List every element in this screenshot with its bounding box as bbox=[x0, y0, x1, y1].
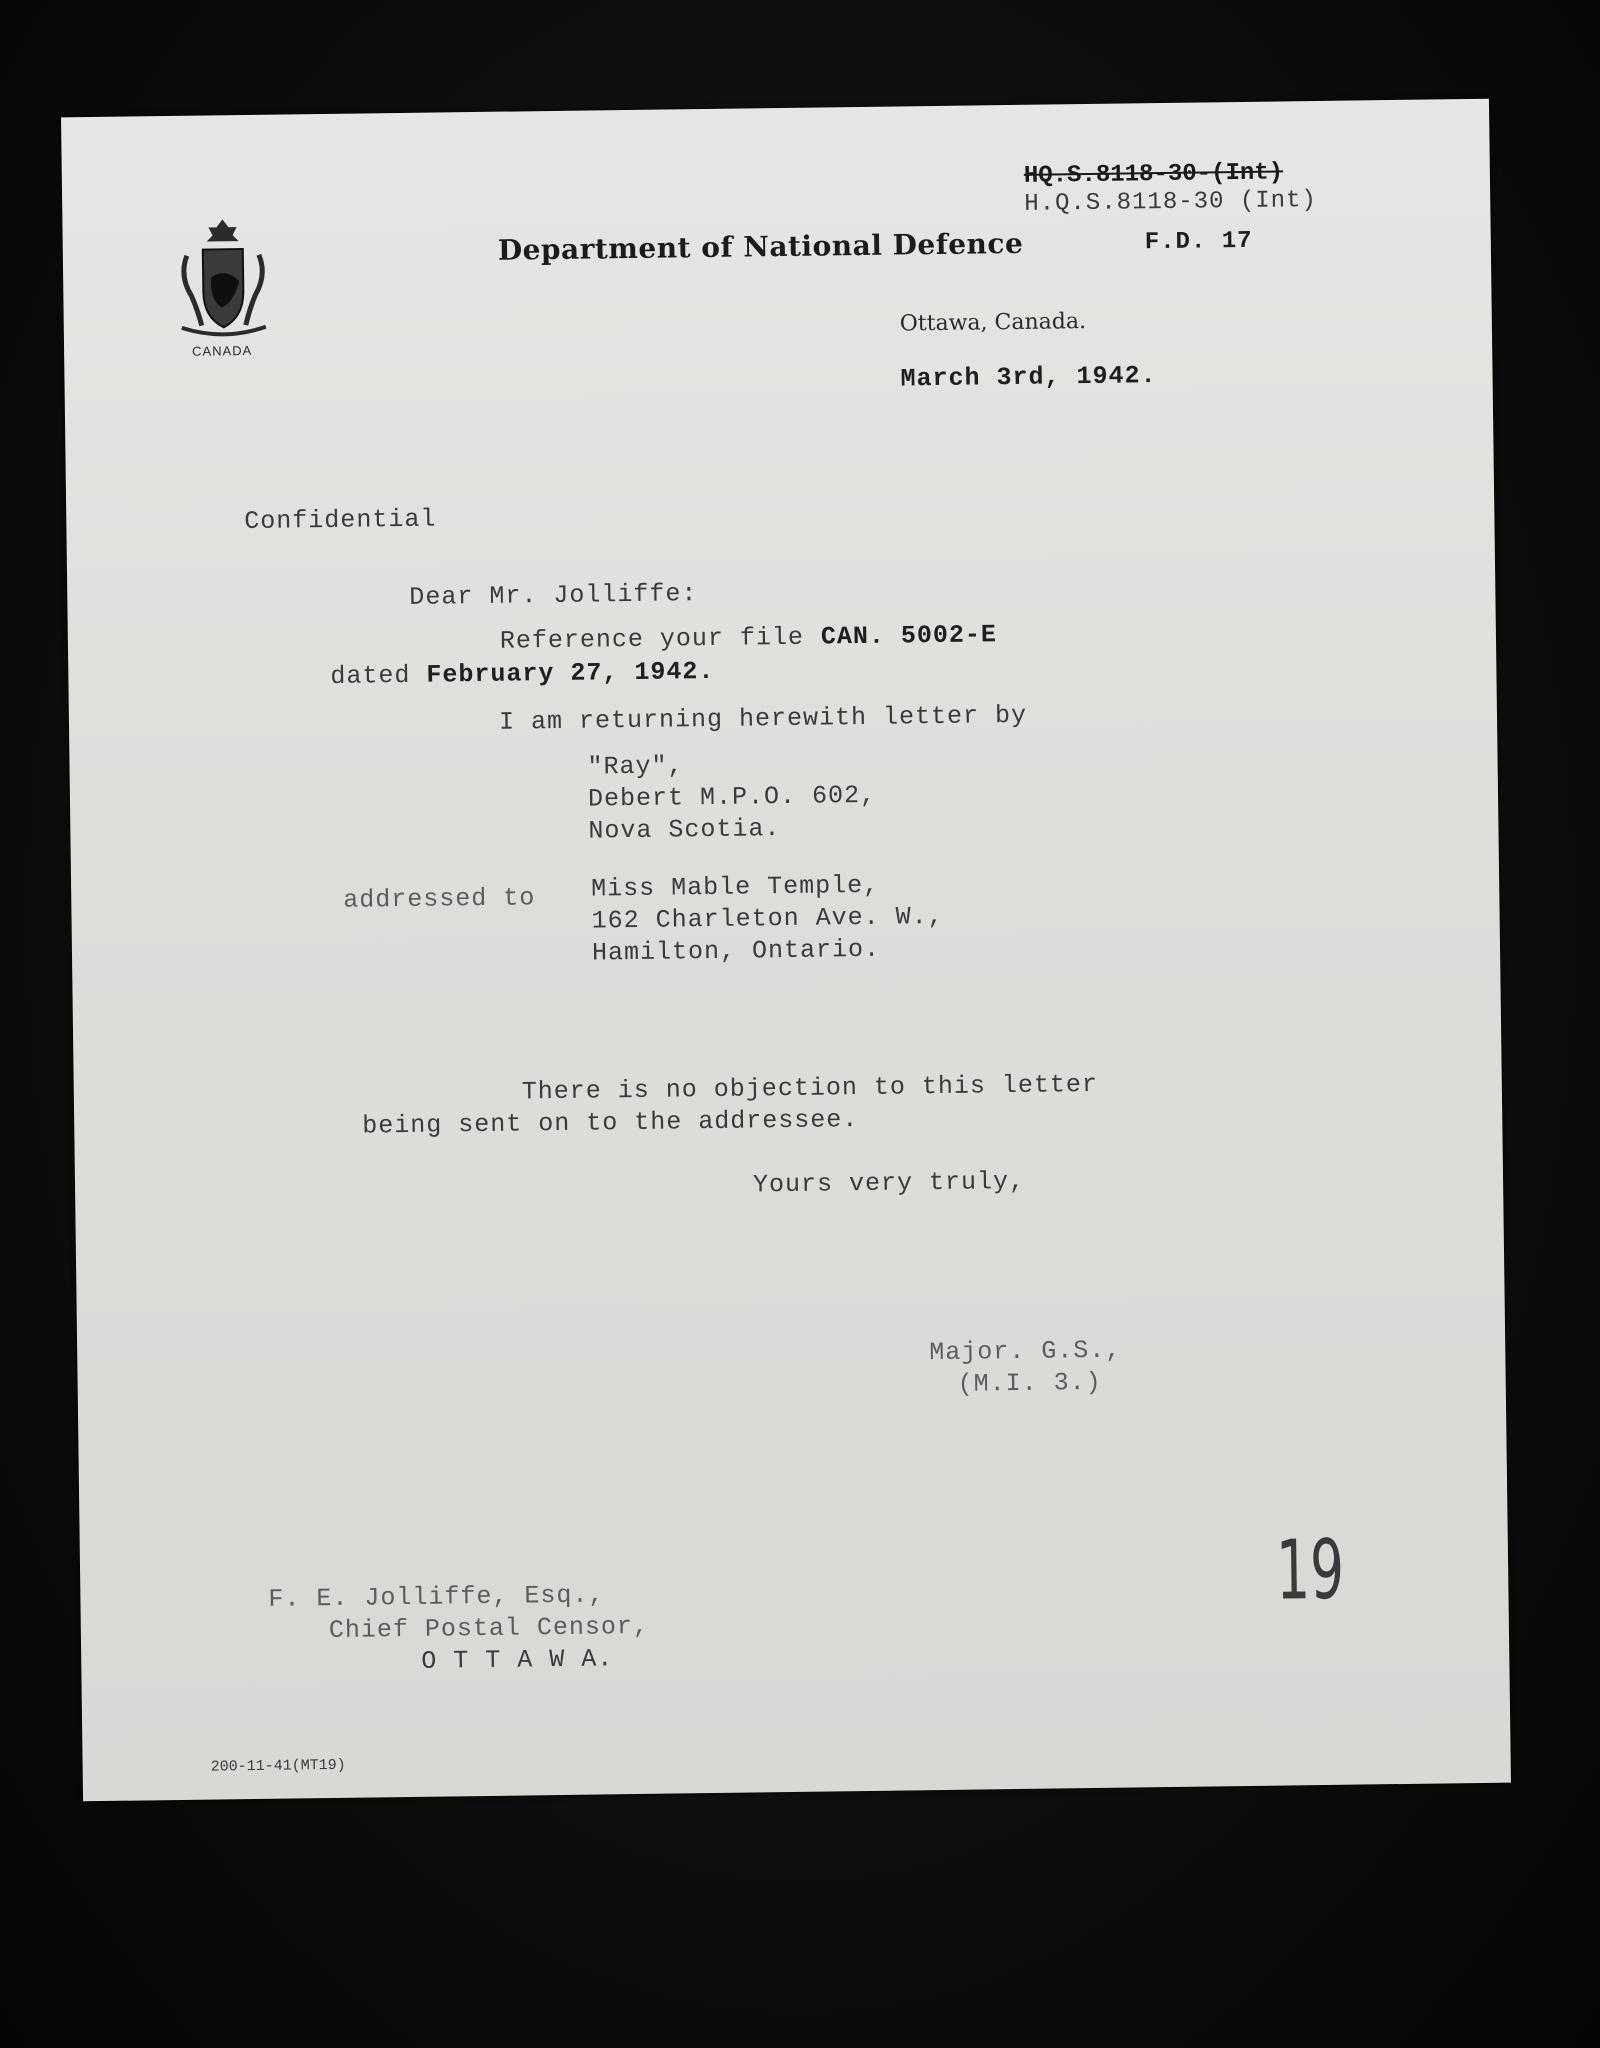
returning-line: I am returning herewith letter by bbox=[498, 700, 1028, 737]
closing: Yours very truly, bbox=[752, 1166, 1026, 1200]
crest-label: CANADA bbox=[192, 342, 253, 359]
addressed-label: addressed to bbox=[343, 883, 536, 915]
salutation: Dear Mr. Jolliffe: bbox=[409, 579, 698, 612]
dated-value: February 27, 1942. bbox=[426, 656, 715, 690]
place-line: Ottawa, Canada. bbox=[899, 309, 1087, 337]
form-code: F.D. 17 bbox=[1144, 227, 1253, 257]
recipient-line-3: O T T A W A. bbox=[421, 1644, 614, 1676]
signature-line-1: Major. G.S., bbox=[929, 1335, 1122, 1368]
print-code: 200-11-41(MT19) bbox=[210, 1756, 346, 1776]
letter-page bbox=[61, 99, 1511, 1802]
sender-line-2: Debert M.P.O. 602, bbox=[587, 780, 877, 814]
recipient-line-2: Chief Postal Censor, bbox=[328, 1611, 650, 1646]
recipient-line-1: F. E. Jolliffe, Esq., bbox=[268, 1580, 605, 1614]
letterhead-title: Department of National Defence bbox=[497, 226, 1024, 267]
addressee-line-3: Hamilton, Ontario. bbox=[591, 934, 881, 968]
coat-of-arms-icon bbox=[172, 215, 274, 346]
struck-file-reference: HQ.S.8118-30-(Int) bbox=[1023, 159, 1284, 190]
file-reference: H.Q.S.8118-30 (Int) bbox=[1024, 186, 1318, 218]
reference-file: CAN. 5002-E bbox=[820, 620, 998, 652]
addressee-line-1: Miss Mable Temple, bbox=[590, 870, 880, 904]
dated-prefix: dated bbox=[330, 660, 411, 691]
reference-prefix: Reference your file bbox=[499, 622, 805, 656]
handwritten-page-number: 19 bbox=[1275, 1522, 1345, 1619]
signature-line-2: (M.I. 3.) bbox=[957, 1367, 1102, 1399]
sender-line-3: Nova Scotia. bbox=[588, 814, 781, 846]
classification: Confidential bbox=[244, 504, 437, 537]
sender-line-1: "Ray", bbox=[587, 751, 684, 782]
addressee-line-2: 162 Charleton Ave. W., bbox=[591, 901, 944, 936]
body-line-1: There is no objection to this letter bbox=[521, 1069, 1099, 1107]
body-line-2: being sent on to the addressee. bbox=[362, 1105, 859, 1141]
letter-date: March 3rd, 1942. bbox=[900, 361, 1157, 394]
